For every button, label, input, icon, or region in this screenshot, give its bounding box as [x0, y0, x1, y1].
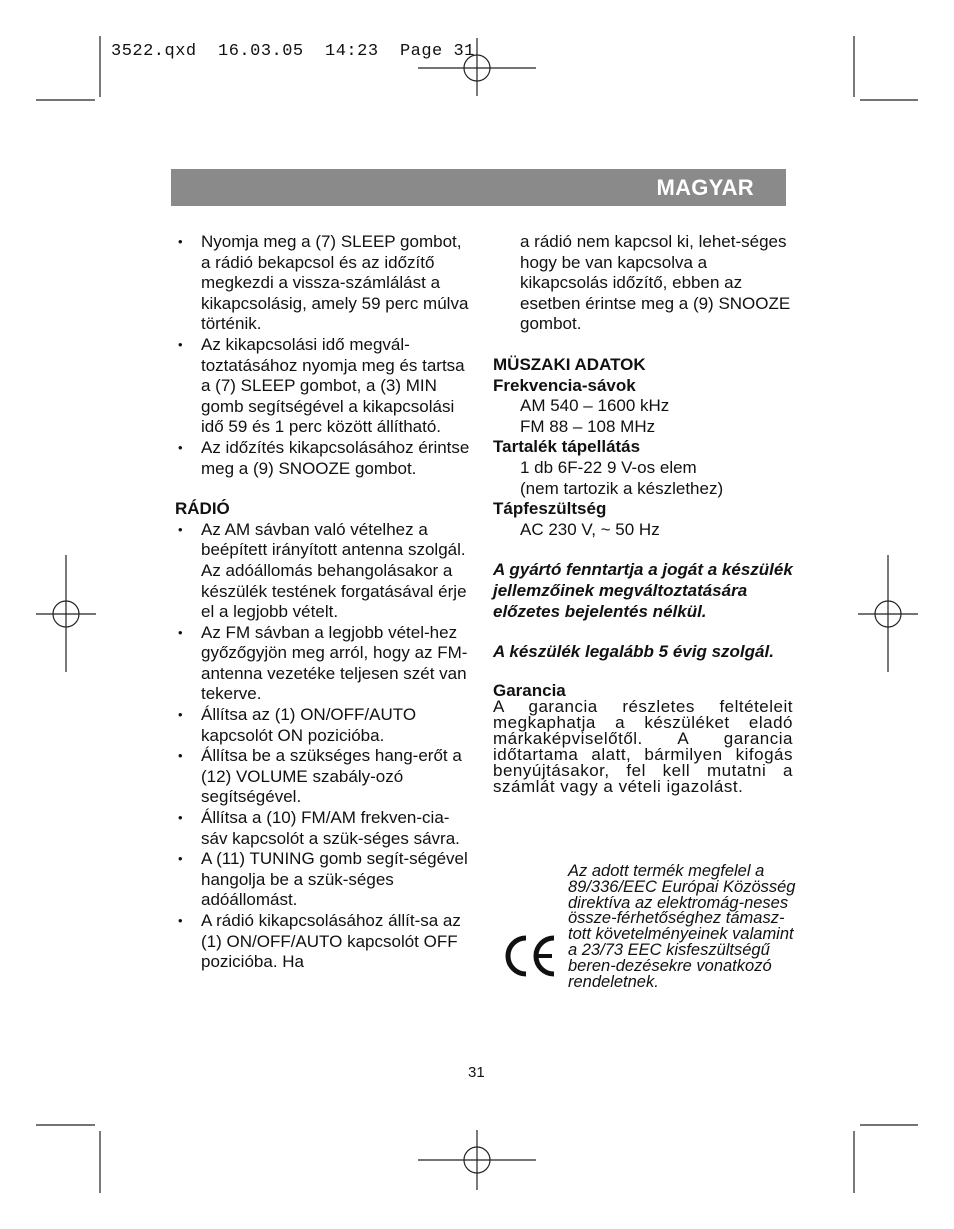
list-item: • Az időzítés kikapcsolásához érintse meg a (9) SNOOZE gombot.: [175, 438, 475, 479]
list-item: • A (11) TUNING gomb segít-ségével hangolja be a szük-séges adóállomást.: [175, 849, 475, 911]
voltage-value: AC 230 V, ~ 50 Hz: [520, 519, 660, 539]
language-header-bar: [171, 169, 786, 206]
list-item: • Az FM sávban a legjobb vétel-hez győzőgyjön meg arról, hogy az FM-antenna vezetéke teljesen szét van tekerve.: [175, 623, 475, 705]
list-item: • Állítsa be a szükséges hang-erőt a (12) VOLUME szabály-ozó segítségével.: [175, 746, 475, 808]
frequency-fm: FM 88 – 108 MHz: [520, 416, 656, 436]
specs-title: MÜSZAKI ADATOK: [493, 354, 646, 374]
language-title: MAGYAR: [656, 175, 754, 200]
list-item: • Nyomja meg a (7) SLEEP gombot, a rádió bekapcsol és az időzítő megkezdi a vissza-számlálást a kikapcsolásig, amely 59 perc múlva történik.: [175, 232, 475, 335]
radio-instructions-list: [175, 520, 475, 973]
list-item: • Állítsa a (10) FM/AM frekven-cia-sáv kapcsolót a szük-séges sávra.: [175, 808, 475, 849]
ce-conformity-block: [500, 864, 800, 1044]
list-item: • Az AM sávban való vételhez a beépített irányított antenna szolgál. Az adóállomás behangolásakor a készülék testének forgatásával érje el a legjobb vételt.: [175, 520, 475, 623]
backup-power-title: Tartalék tápellátás: [493, 437, 641, 457]
ce-mark-icon: [502, 934, 558, 978]
frequency-title: Frekvencia-sávok: [493, 375, 636, 395]
continuation-paragraph: a rádió nem kapcsol ki, lehet-séges hogy be van kapcsolva a kikapcsolás időzítő, ebben az esetben érintse meg a (9) SNOOZE gombot.: [520, 232, 791, 334]
file-slug-line: 3522.qxd 16.03.05 14:23 Page 31: [111, 42, 475, 61]
left-column: [175, 232, 475, 973]
warranty-text: A garancia részletes feltételeit megkaphatja a készüléket eladó márkaképviselőtől. A garancia időtartama alatt, bármilyen kifogás benyújtásakor, fel kell mutatni a számlát vagy a vételi igazolást.: [493, 696, 793, 796]
voltage-title: Tápfeszültség: [493, 499, 607, 519]
list-item: • Állítsa az (1) ON/OFF/AUTO kapcsolót ON pozicióba.: [175, 705, 475, 746]
page-number: 31: [468, 1064, 485, 1081]
manufacturer-notice: A gyártó fenntartja a jogát a készülék jellemzőinek megváltoztatására előzetes bejelentés nélkül.: [493, 560, 793, 621]
lifetime-statement: A készülék legalább 5 évig szolgál.: [493, 642, 774, 662]
list-item: • A rádió kikapcsolásához állít-sa az (1) ON/OFF/AUTO kapcsolót OFF pozicióba. Ha: [175, 911, 475, 973]
ce-conformity-text: Az adott termék megfelel a 89/336/EEC Európai Közösség direktíva az elektromág-neses össze-férhetőséghez támasz-tott követelményeinek valamint a 23/73 EEC kisfeszültségű beren-dezésekre vonatkozó rendeletnek.: [568, 862, 796, 991]
list-item: • Az kikapcsolási idő megvál-toztatásához nyomja meg és tartsa a (7) SLEEP gombot, a (3) MIN gomb segítségével a kikapcsolási idő 59 és 1 perc között állítható.: [175, 335, 475, 438]
sleep-instructions-list: [175, 232, 475, 479]
frequency-am: AM 540 – 1600 kHz: [520, 396, 670, 416]
warranty-title: Garancia: [493, 680, 566, 700]
backup-power-line-2: (nem tartozik a készlethez): [520, 478, 724, 498]
right-column: [493, 232, 793, 795]
backup-power-line-1: 1 db 6F-22 9 V-os elem: [520, 457, 697, 477]
radio-section-title: RÁDIÓ: [175, 499, 230, 519]
